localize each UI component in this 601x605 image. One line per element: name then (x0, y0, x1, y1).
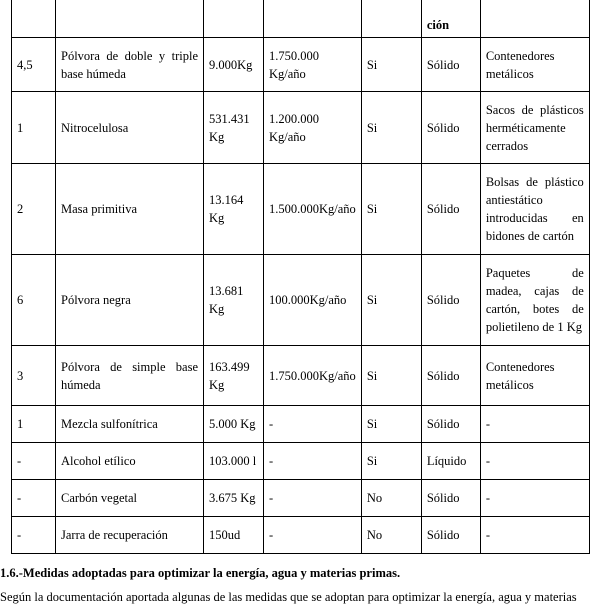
cell-stock: 5.000 Kg (204, 406, 264, 443)
cell-substance: Pólvora negra (56, 255, 204, 346)
table-row (12, 480, 590, 517)
cell-substance: Jarra de recuperación (56, 517, 204, 554)
cell-storage: Sacos de plásticos herméticamente cerrados (480, 92, 589, 164)
cell-state: Sólido (421, 164, 480, 255)
cell-stock: 13.164 Kg (204, 164, 264, 255)
cell-dangerous: Si (361, 346, 421, 406)
materials-table (11, 0, 590, 554)
cell-annual-consumption: - (264, 406, 362, 443)
cell-storage: Contenedores metálicos (480, 346, 589, 406)
cell-state: Sólido (421, 406, 480, 443)
cell-storage: Paquetes de madea, cajas de cartón, botes de polietileno de 1 Kg (480, 255, 589, 346)
cell-quantity-class: 1 (12, 406, 56, 443)
cell-substance: Mezcla sulfonítrica (56, 406, 204, 443)
cell-quantity-class: - (12, 443, 56, 480)
cell-substance: Alcohol etílico (56, 443, 204, 480)
cell-annual-consumption: 1.750.000 Kg/año (264, 38, 362, 92)
cell-storage: - (480, 517, 589, 554)
cell-state: Sólido (421, 346, 480, 406)
cell-state: Sólido (421, 480, 480, 517)
cell-dangerous: Si (361, 92, 421, 164)
table-row (12, 517, 590, 554)
cell-annual-consumption: 1.200.000 Kg/año (264, 92, 362, 164)
cell-substance: Masa primitiva (56, 164, 204, 255)
header-cell-fragment: ción (421, 0, 480, 38)
cell-annual-consumption: 1.500.000Kg/año (264, 164, 362, 255)
cell-substance: Carbón vegetal (56, 480, 204, 517)
cell-dangerous: No (361, 517, 421, 554)
section-heading: 1.6.-Medidas adoptadas para optimizar la energía, agua y materias primas. (0, 566, 401, 580)
cell-dangerous: Si (361, 164, 421, 255)
table-row (12, 92, 590, 164)
table-header-row (12, 0, 590, 38)
cell-dangerous: No (361, 480, 421, 517)
cell-dangerous: Si (361, 406, 421, 443)
cell-quantity-class: 6 (12, 255, 56, 346)
cell-state: Sólido (421, 255, 480, 346)
table-row (12, 443, 590, 480)
cell-storage: Bolsas de plástico antiestático introducidas en bidones de cartón (480, 164, 589, 255)
cell-stock: 9.000Kg (204, 38, 264, 92)
table-row (12, 164, 590, 255)
cell-state: Líquido (421, 443, 480, 480)
cell-substance: Pólvora de simple base húmeda (56, 346, 204, 406)
cell-storage: - (480, 406, 589, 443)
cell-annual-consumption: - (264, 443, 362, 480)
cell-quantity-class: 2 (12, 164, 56, 255)
cell-substance: Nitrocelulosa (56, 92, 204, 164)
cell-storage: - (480, 480, 589, 517)
cell-annual-consumption: - (264, 480, 362, 517)
cell-state: Sólido (421, 517, 480, 554)
table-row (12, 346, 590, 406)
cell-quantity-class: 3 (12, 346, 56, 406)
cell-stock: 150ud (204, 517, 264, 554)
cell-dangerous: Si (361, 255, 421, 346)
cell-stock: 3.675 Kg (204, 480, 264, 517)
cell-substance: Pólvora de doble y triple base húmeda (56, 38, 204, 92)
table-row (12, 255, 590, 346)
cell-quantity-class: 4,5 (12, 38, 56, 92)
cell-dangerous: Si (361, 38, 421, 92)
cell-stock: 13.681 Kg (204, 255, 264, 346)
cell-stock: 103.000 l (204, 443, 264, 480)
cell-quantity-class: - (12, 480, 56, 517)
cell-stock: 531.431 Kg (204, 92, 264, 164)
cell-quantity-class: - (12, 517, 56, 554)
cell-state: Sólido (421, 92, 480, 164)
cell-dangerous: Si (361, 443, 421, 480)
cell-stock: 163.499 Kg (204, 346, 264, 406)
cell-storage: - (480, 443, 589, 480)
cell-annual-consumption: - (264, 517, 362, 554)
cell-annual-consumption: 100.000Kg/año (264, 255, 362, 346)
cell-quantity-class: 1 (12, 92, 56, 164)
cell-annual-consumption: 1.750.000Kg/año (264, 346, 362, 406)
partial-paragraph-line: Según la documentación aportada algunas de las medidas que se adoptan para optimizar la energía, agua y materias (0, 590, 577, 604)
cell-storage: Contenedores metálicos (480, 38, 589, 92)
table-row (12, 38, 590, 92)
table-row (12, 406, 590, 443)
cell-state: Sólido (421, 38, 480, 92)
